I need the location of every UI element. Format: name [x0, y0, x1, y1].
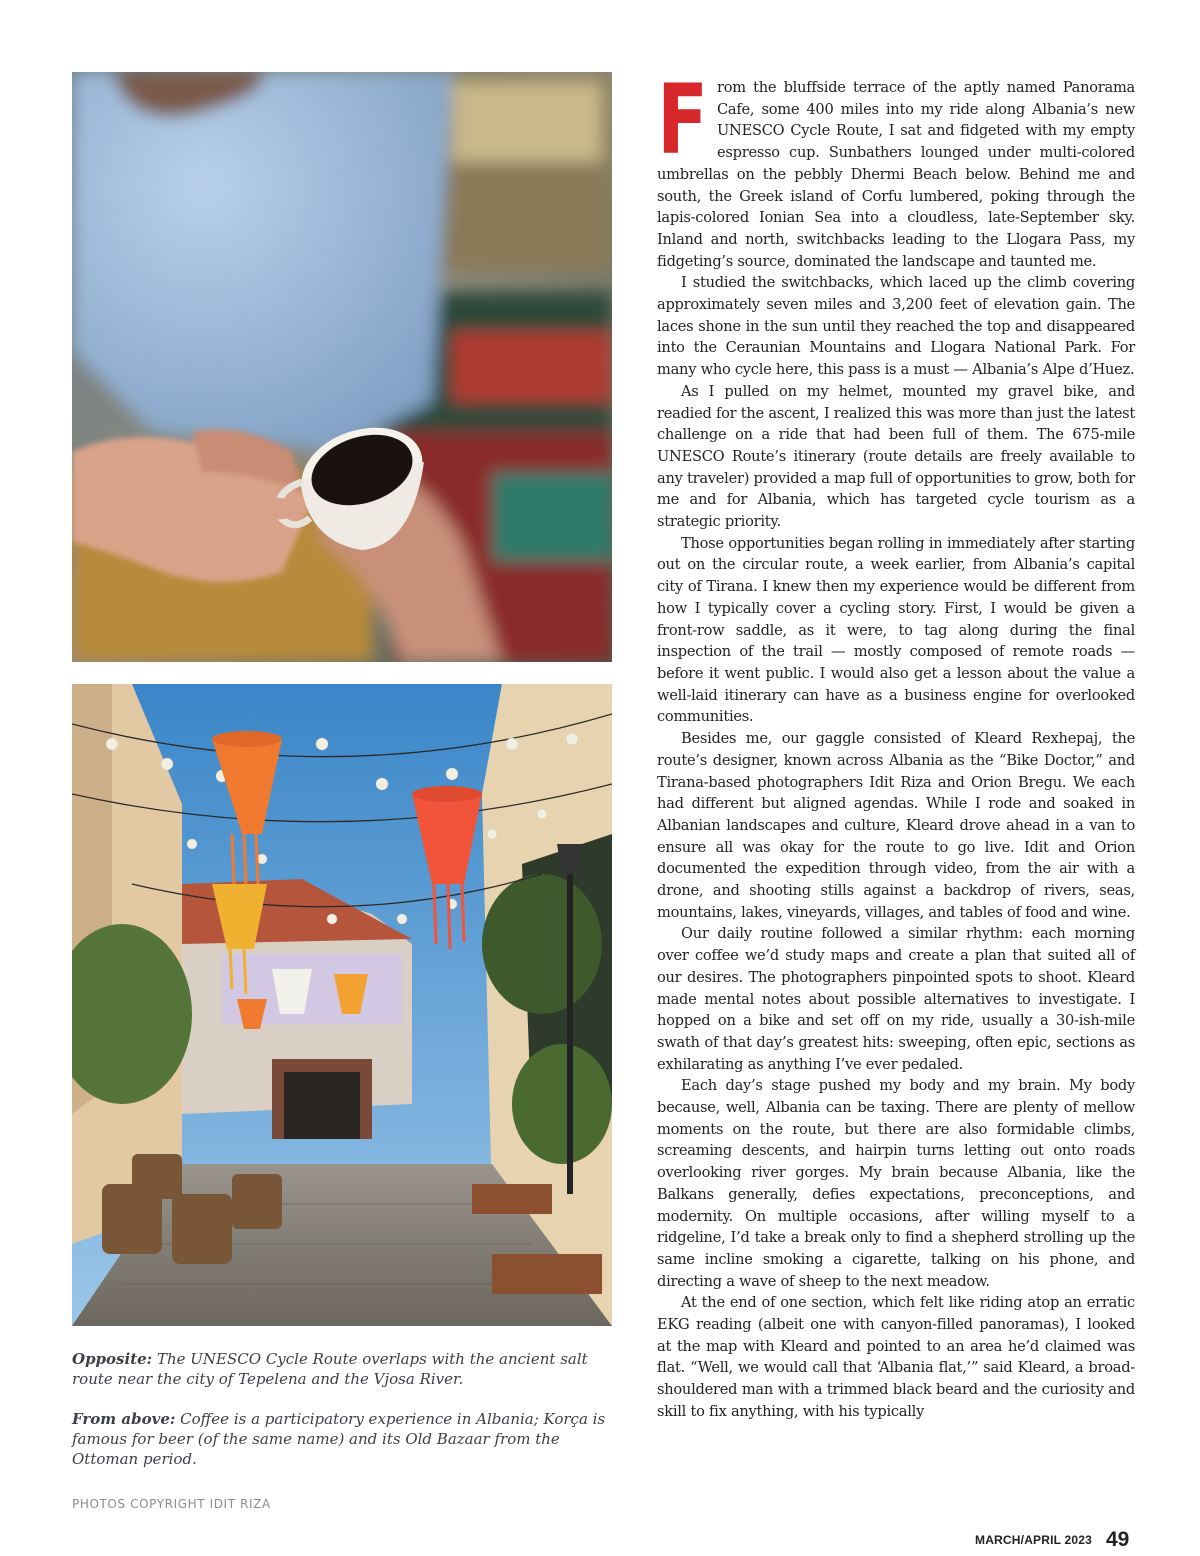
bazaar-street-illustration: [72, 684, 612, 1326]
bazaar-street-photo: [72, 684, 612, 1326]
drop-cap: F: [657, 64, 708, 176]
caption-lead: Opposite:: [72, 1350, 153, 1368]
caption-text: The UNESCO Cycle Route overlaps with the ancient salt route near the city of Tepelena and the Vjosa River.: [72, 1350, 588, 1388]
article-paragraph: Our daily routine followed a similar rhythm: each morning over coffee we’d study maps and create a plan that suited all of our desires. The photographers pinpointed spots to shoot. Kleard made mental notes about possible alternatives to investigate. I hopped on a bike and set off on my ride, usually a 30-ish-mile swath of that day’s greatest hits: sweeping, often epic, sections as exhilarating as anything I’ve ever pedaled.: [657, 925, 1135, 1073]
photo-credit: PHOTOS COPYRIGHT IDIT RIZA: [72, 1497, 271, 1511]
coffee-photo: [72, 72, 612, 662]
photo-caption-from-above: [72, 1409, 617, 1469]
page-number: 49: [1106, 1528, 1130, 1551]
article-paragraph: I studied the switchbacks, which laced up the climb covering approximately seven miles and 3,200 feet of elevation gain. The laces shone in the sun until they reached the top and disappeared into the Ceraunian Mountains and Llogara National Park. For many who cycle here, this pass is a must — Albania’s Alpe d’Huez.: [657, 274, 1135, 379]
article-paragraph: [657, 64, 1135, 272]
article-body: [657, 64, 1135, 1423]
coffee-photo-illustration: [72, 72, 612, 662]
caption-text: Coffee is a participatory experience in Albania; Korça is famous for beer (of the same name) and its Old Bazaar from the Ottoman period.: [72, 1410, 606, 1468]
photo-caption-opposite: [72, 1349, 617, 1389]
issue-date: MARCH/APRIL 2023: [975, 1533, 1093, 1547]
article-paragraph: At the end of one section, which felt like riding atop an erratic EKG reading (albeit one with canyon-filled panoramas), I looked at the map with Kleard and pointed to an area he’d claimed was flat. “Well, we would call that ‘Albania flat,’” said Kleard, a broad-shouldered man with a trimmed black beard and the curiosity and skill to fix anything, with his typically: [657, 1294, 1135, 1420]
article-paragraph: Each day’s stage pushed my body and my brain. My body because, well, Albania can be taxing. There are plenty of mellow moments on the route, but there are also formidable climbs, screaming descents, and hairpin turns letting out onto roads overlooking river gorges. My brain because Albania, like the Balkans generally, defies expectations, preconceptions, and modernity. On multiple occasions, after willing myself to a ridgeline, I’d take a break only to find a shepherd strolling up the same incline smoking a cigarette, talking on his phone, and directing a wave of sheep to the next meadow.: [657, 1077, 1135, 1290]
caption-lead: From above:: [72, 1410, 176, 1428]
article-paragraph: As I pulled on my helmet, mounted my gravel bike, and readied for the ascent, I realized this was more than just the latest challenge on a ride that had been full of them. The 675-mile UNESCO Route’s itinerary (route details are freely available to any traveler) provided a map full of opportunities to grow, both for me and for Albania, which has targeted cycle tourism as a strategic priority.: [657, 382, 1135, 531]
first-paragraph-text: rom the bluffside terrace of the aptly named Panorama Cafe, some 400 miles into my ride along Albania’s new UNESCO Cycle Route, I sat and fidgeted with my empty espresso cup. Sunbathers lounged under multi-colored umbrellas on the pebbly Dhermi Beach below. Behind me and south, the Greek island of Corfu lumbered, poking through the lapis-colored Ionian Sea into a cloudless, late-September sky. Inland and north, switchbacks leading to the Llogara Pass, my fidgeting’s source, dominated the landscape and taunted me.: [657, 79, 1135, 270]
article-paragraph: Those opportunities began rolling in immediately after starting out on the circular route, a week earlier, from Albania’s capital city of Tirana. I knew then my experience would be different from how I typically cover a cycling story. First, I would be given a front-row saddle, as it were, to tag along during the final inspection of the trail — mostly composed of remote roads — before it went public. I would also get a lesson about the value a well-laid itinerary can have as a business engine for overlooked communities.: [657, 534, 1135, 726]
article-paragraph: Besides me, our gaggle consisted of Kleard Rexhepaj, the route’s designer, known across Albania as the “Bike Doctor,” and Tirana-based photographers Idit Riza and Orion Bregu. We each had different but aligned agendas. While I rode and soaked in Albanian landscapes and culture, Kleard drove ahead in a van to ensure all was okay for the route to go live. Idit and Orion documented the expedition through video, from the air with a drone, and shooting stills against a backdrop of rivers, seas, mountains, lakes, vineyards, villages, and tables of food and wine.: [657, 730, 1135, 921]
